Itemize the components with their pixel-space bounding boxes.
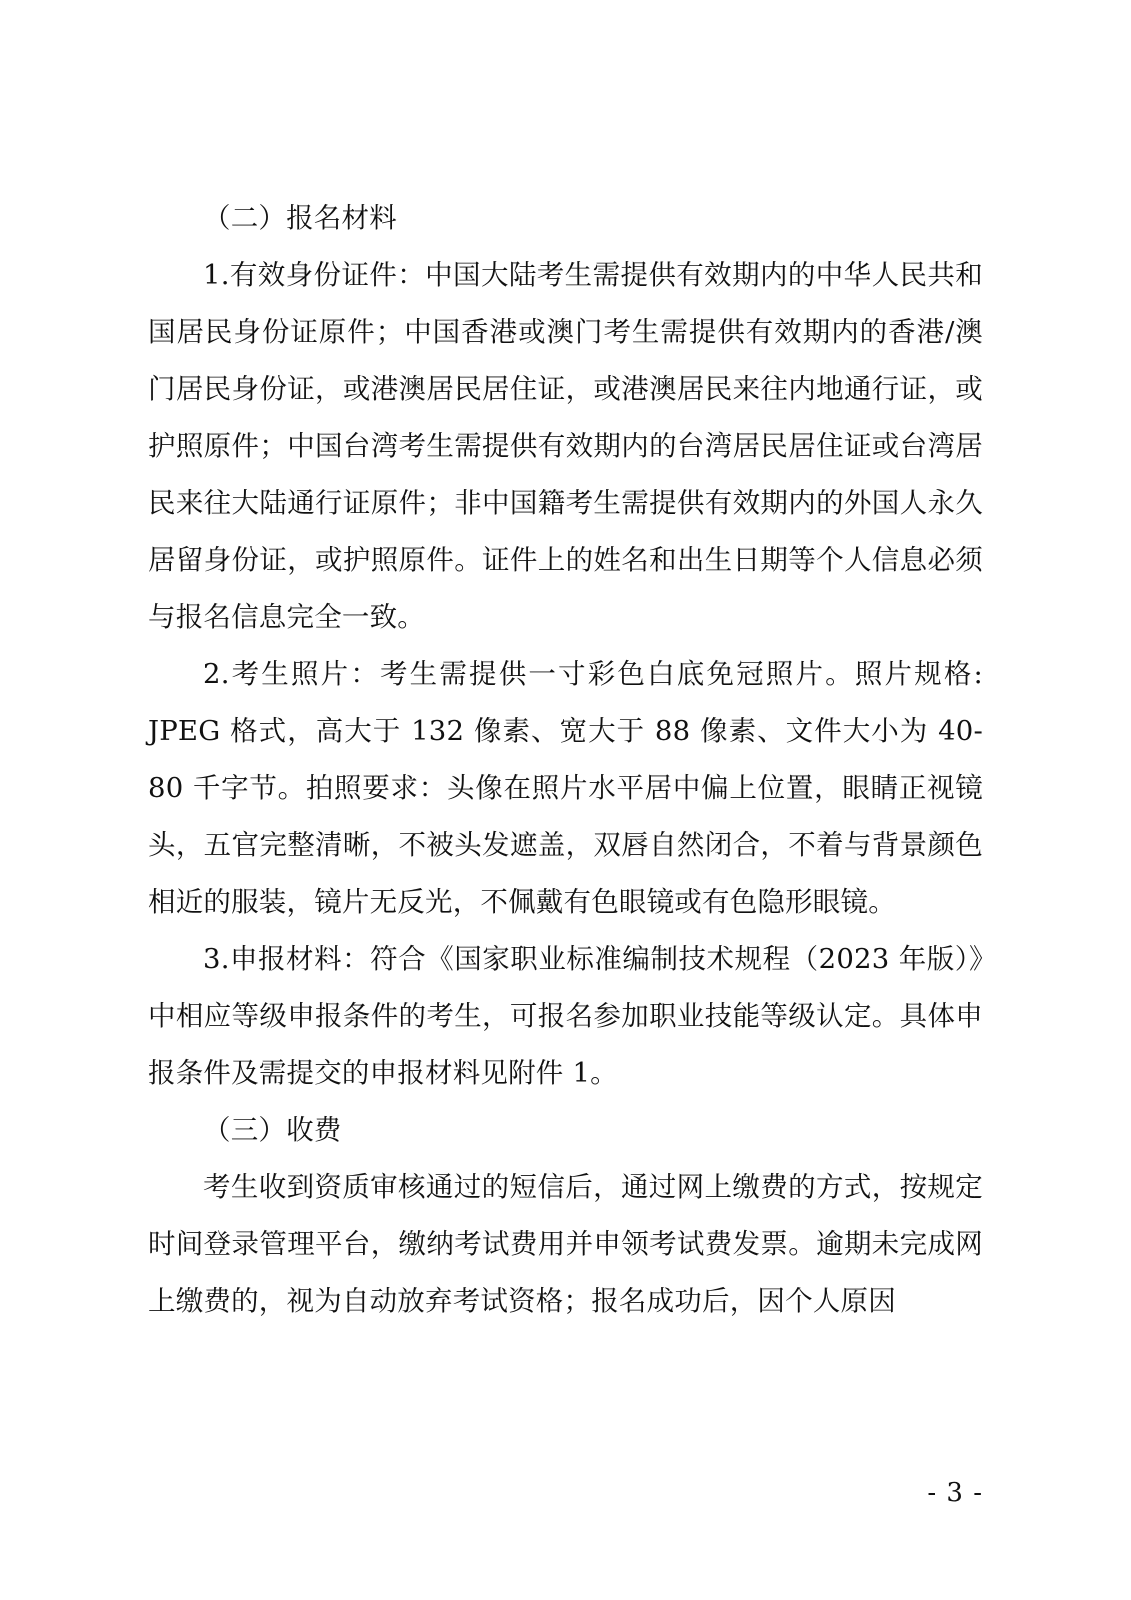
section-heading-3: （三）收费: [203, 1114, 342, 1146]
item-3-application-materials: 3.申报材料：符合《国家职业标准编制技术规程（2023 年版）》中相应等级申报条件的考生，可报名参加职业技能等级认定。具体申报条件及需提交的申报材料见附件 1。: [148, 943, 983, 1089]
item-1-id-documents: 1.有效身份证件：中国大陆考生需提供有效期内的中华人民共和国居民身份证原件；中国香港或澳门考生需提供有效期内的香港/澳门居民身份证，或港澳居民居住证，或港澳居民来往内地通行证，或护照原件；中国台湾考生需提供有效期内的台湾居民居住证或台湾居民来往大陆通行证原件；非中国籍考生需提供有效期内的外国人永久居留身份证，或护照原件。证件上的姓名和出生日期等个人信息必须与报名信息完全一致。: [148, 259, 983, 633]
item-2-photo: 2.考生照片：考生需提供一寸彩色白底免冠照片。照片规格: JPEG 格式，高大于 132 像素、宽大于 88 像素、文件大小为 40-80 千字节。拍照要求：头像在照片水平居中偏上位置，眼睛正视镜头，五官完整清晰，不被头发遮盖，双唇自然闭合，不着与背景颜色相近的服装，镜片无反光，不佩戴有色眼镜或有色隐形眼镜。: [148, 658, 983, 918]
document-body: [148, 190, 983, 1330]
fee-paragraph: 考生收到资质审核通过的短信后，通过网上缴费的方式，按规定时间登录管理平台，缴纳考试费用并申领考试费发票。逾期未完成网上缴费的，视为自动放弃考试资格；报名成功后，因个人原因: [148, 1171, 983, 1317]
page-number: - 3 -: [927, 1478, 983, 1508]
section-heading-2: （二）报名材料: [203, 202, 397, 234]
